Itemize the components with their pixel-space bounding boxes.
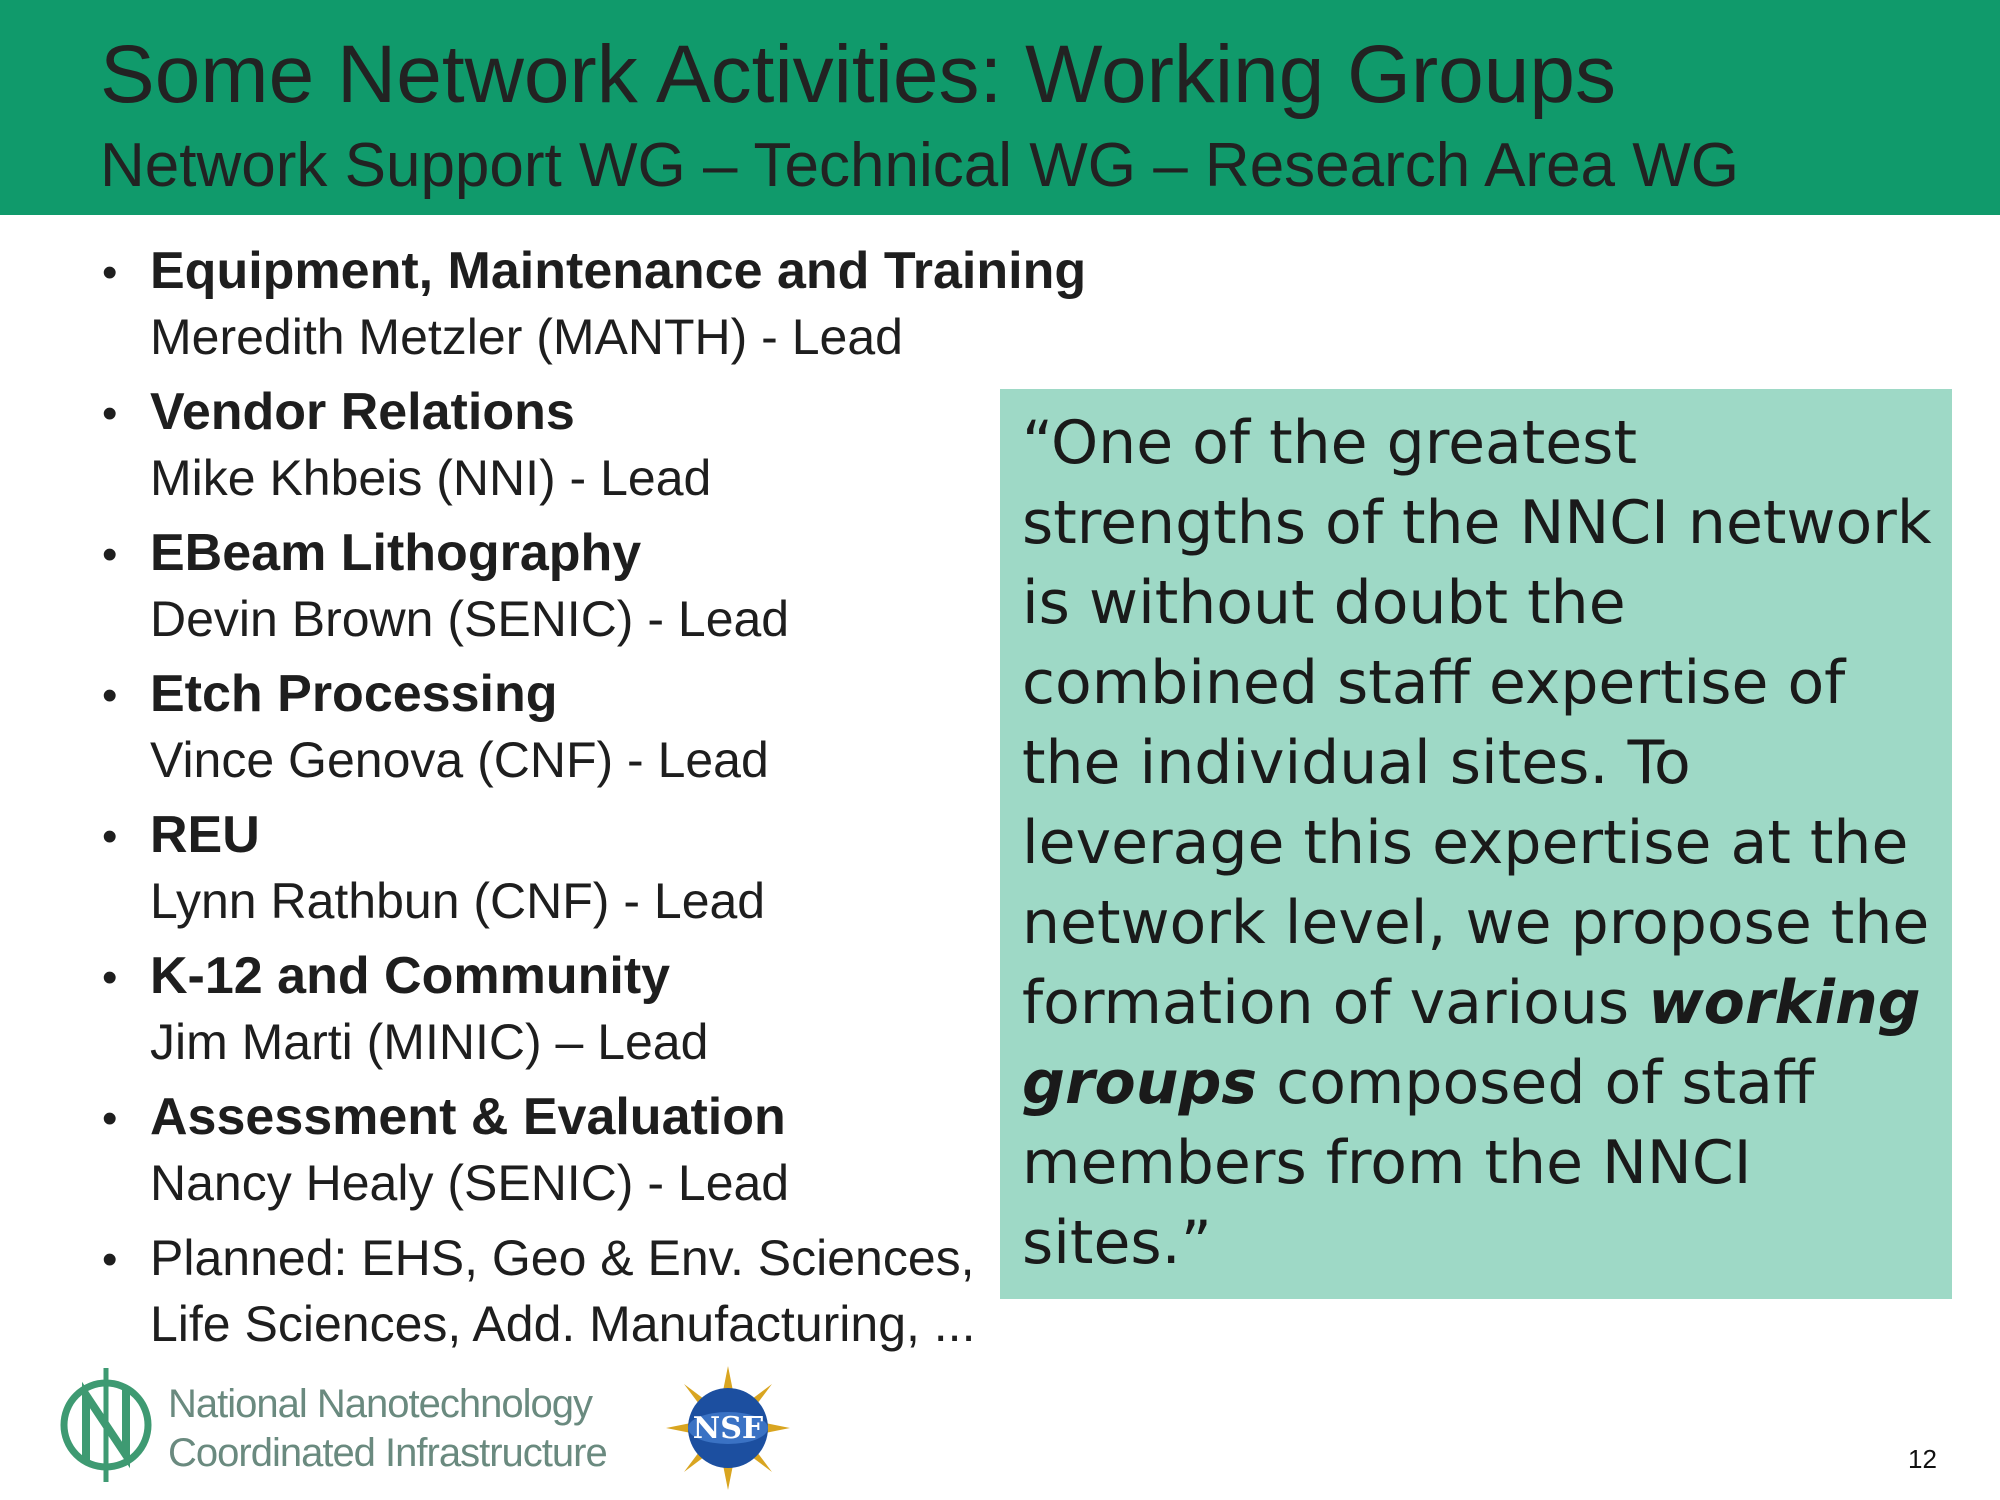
nnci-name-line-2: Coordinated Infrastructure xyxy=(168,1431,607,1475)
group-heading: REU xyxy=(150,806,260,864)
quote-text-start: “One of the greatest strengths of the NNCI network is without doubt the combined staff expertise of the individual sites. To leverage this expertise at the network level, we propose the formation of various xyxy=(1022,408,1932,1038)
nsf-logo-icon xyxy=(666,1366,790,1490)
planned-groups-item xyxy=(98,1225,998,1365)
bullet-icon: • xyxy=(102,953,118,1002)
nsf-logo-text: NSF xyxy=(692,1411,764,1446)
bullet-icon: • xyxy=(102,671,118,720)
working-group-list xyxy=(98,238,1087,1365)
group-heading: Assessment & Evaluation xyxy=(150,1088,786,1146)
slide-title: Some Network Activities: Working Groups xyxy=(100,29,1616,120)
group-lead: Mike Khbeis (NNI) - Lead xyxy=(150,450,712,506)
page-number: 12 xyxy=(1908,1444,1937,1474)
quote-text xyxy=(1022,403,1932,1283)
quote-emphasis: working groups xyxy=(1022,968,1921,1118)
bullet-icon: • xyxy=(102,530,118,579)
group-heading: K-12 and Community xyxy=(150,947,671,1005)
list-item xyxy=(98,520,998,661)
nnci-logo-icon xyxy=(56,1360,156,1490)
bullet-icon: • xyxy=(102,389,118,438)
bullet-icon: • xyxy=(102,1094,118,1143)
group-lead: Nancy Healy (SENIC) - Lead xyxy=(150,1155,790,1211)
group-heading: Equipment, Maintenance and Training xyxy=(150,242,1087,300)
group-lead: Vince Genova (CNF) - Lead xyxy=(150,732,769,788)
group-lead: Meredith Metzler (MANTH) - Lead xyxy=(150,309,903,365)
bullet-icon: • xyxy=(102,812,118,861)
quote-box xyxy=(1000,389,1952,1299)
group-heading: EBeam Lithography xyxy=(150,524,642,582)
planned-line-1: Planned: EHS, Geo & Env. Sciences, xyxy=(150,1230,975,1286)
list-item xyxy=(98,943,998,1084)
group-heading: Etch Processing xyxy=(150,665,558,723)
quote-text-end: composed of staff members from the NNCI sites.” xyxy=(1022,1048,1815,1278)
list-item xyxy=(98,1084,998,1225)
list-item xyxy=(98,379,998,520)
group-lead: Lynn Rathbun (CNF) - Lead xyxy=(150,873,766,929)
slide-subtitle: Network Support WG – Technical WG – Research Area WG xyxy=(100,131,1740,200)
list-item xyxy=(98,238,1087,379)
group-lead: Devin Brown (SENIC) - Lead xyxy=(150,591,790,647)
bullet-icon: • xyxy=(102,1235,118,1284)
nnci-name-line-1: National Nanotechnology xyxy=(168,1382,592,1426)
list-item xyxy=(98,802,998,943)
group-lead: Jim Marti (MINIC) – Lead xyxy=(150,1014,709,1070)
planned-line-2: Life Sciences, Add. Manufacturing, ... xyxy=(150,1296,976,1352)
slide-header xyxy=(0,0,2000,215)
footer-logos xyxy=(56,1360,816,1490)
list-item xyxy=(98,661,998,802)
bullet-icon: • xyxy=(102,248,118,297)
group-heading: Vendor Relations xyxy=(150,383,575,441)
